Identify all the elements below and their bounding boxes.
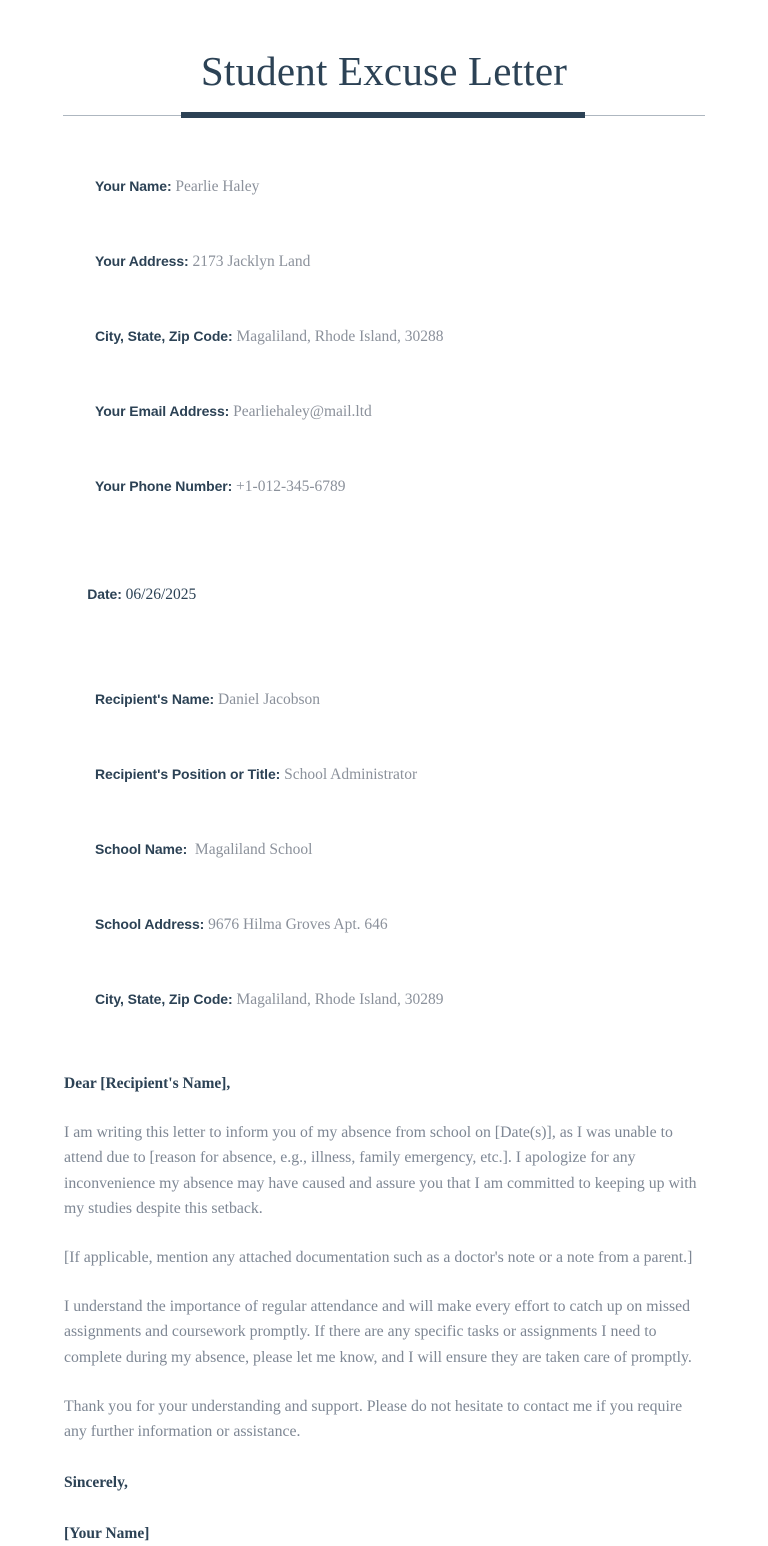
sender-city-state-zip-label: City, State, Zip Code:	[95, 328, 233, 345]
recipient-name-label: Recipient's Name:	[95, 691, 215, 708]
recipient-name-value: Daniel Jacobson	[214, 691, 321, 709]
recipient-field-row	[64, 887, 704, 962]
recipient-field-row	[64, 812, 704, 887]
closing-salutation: Sincerely,	[64, 1474, 128, 1492]
body-paragraph: Thank you for your understanding and support. Please do not hesitate to contact me if you require any further information or assistance.	[64, 1397, 683, 1440]
school-city-state-zip-value: Magaliland, Rhode Island, 30289	[232, 991, 444, 1009]
title-divider	[0, 109, 768, 123]
sender-name-value: Pearlie Haley	[171, 178, 260, 196]
recipient-field-row	[64, 962, 704, 1037]
date-value: 06/26/2025	[121, 586, 197, 604]
recipient-field-row	[64, 737, 704, 812]
sender-email-value: Pearliehaley@mail.ltd	[229, 403, 372, 421]
body-paragraph: I am writing this letter to inform you of my absence from school on [Date(s)], as I was unable to attend due to [reason for absence, e.g., illness, family emergency, etc.]. I apologize for any inconvenience my absence may have caused and assure you that I am committed to keeping up with my studies despite this setback.	[64, 1124, 697, 1217]
sender-phone-label: Your Phone Number:	[95, 478, 233, 495]
page-title: Student Excuse Letter	[200, 48, 568, 94]
school-address-label: School Address:	[95, 916, 205, 933]
sender-field-row	[64, 224, 704, 299]
recipient-position-value: School Administrator	[280, 766, 418, 784]
school-city-state-zip-label: City, State, Zip Code:	[95, 991, 233, 1008]
school-name-label: School Name:	[95, 841, 188, 858]
sender-email-label: Your Email Address:	[95, 403, 230, 420]
signature-line: [Your Name]	[64, 1525, 150, 1543]
date-label: Date:	[87, 586, 122, 603]
body-paragraph: I understand the importance of regular attendance and will make every effort to catch up on missed assignments and coursework promptly. If there are any specific tasks or assignments I need to complete during my absence, please let me know, and I will ensure they are taken care of promptly.	[64, 1298, 692, 1366]
recipient-position-label: Recipient's Position or Title:	[95, 766, 281, 783]
sender-block	[64, 149, 704, 524]
sender-address-label: Your Address:	[95, 253, 189, 270]
date-block	[64, 557, 704, 632]
sender-city-state-zip-value: Magaliland, Rhode Island, 30288	[232, 328, 444, 346]
salutation: Dear [Recipient's Name],	[64, 1075, 231, 1093]
letter-content	[0, 149, 768, 1546]
body-paragraph: [If applicable, mention any attached documentation such as a doctor's note or a note from a parent.]	[64, 1248, 693, 1266]
school-name-value: Magaliland School	[187, 841, 313, 859]
sender-address-value: 2173 Jacklyn Land	[188, 253, 311, 271]
sender-field-row	[64, 374, 704, 449]
school-address-value: 9676 Hilma Groves Apt. 646	[204, 916, 388, 934]
recipient-block	[64, 662, 704, 1037]
divider-thick-accent	[181, 112, 585, 118]
sender-phone-value: +1-012-345-6789	[232, 478, 346, 496]
sender-field-row	[64, 449, 704, 524]
sender-field-row	[64, 299, 704, 374]
recipient-field-row	[64, 662, 704, 737]
sender-name-label: Your Name:	[95, 178, 172, 195]
sender-field-row	[64, 149, 704, 224]
